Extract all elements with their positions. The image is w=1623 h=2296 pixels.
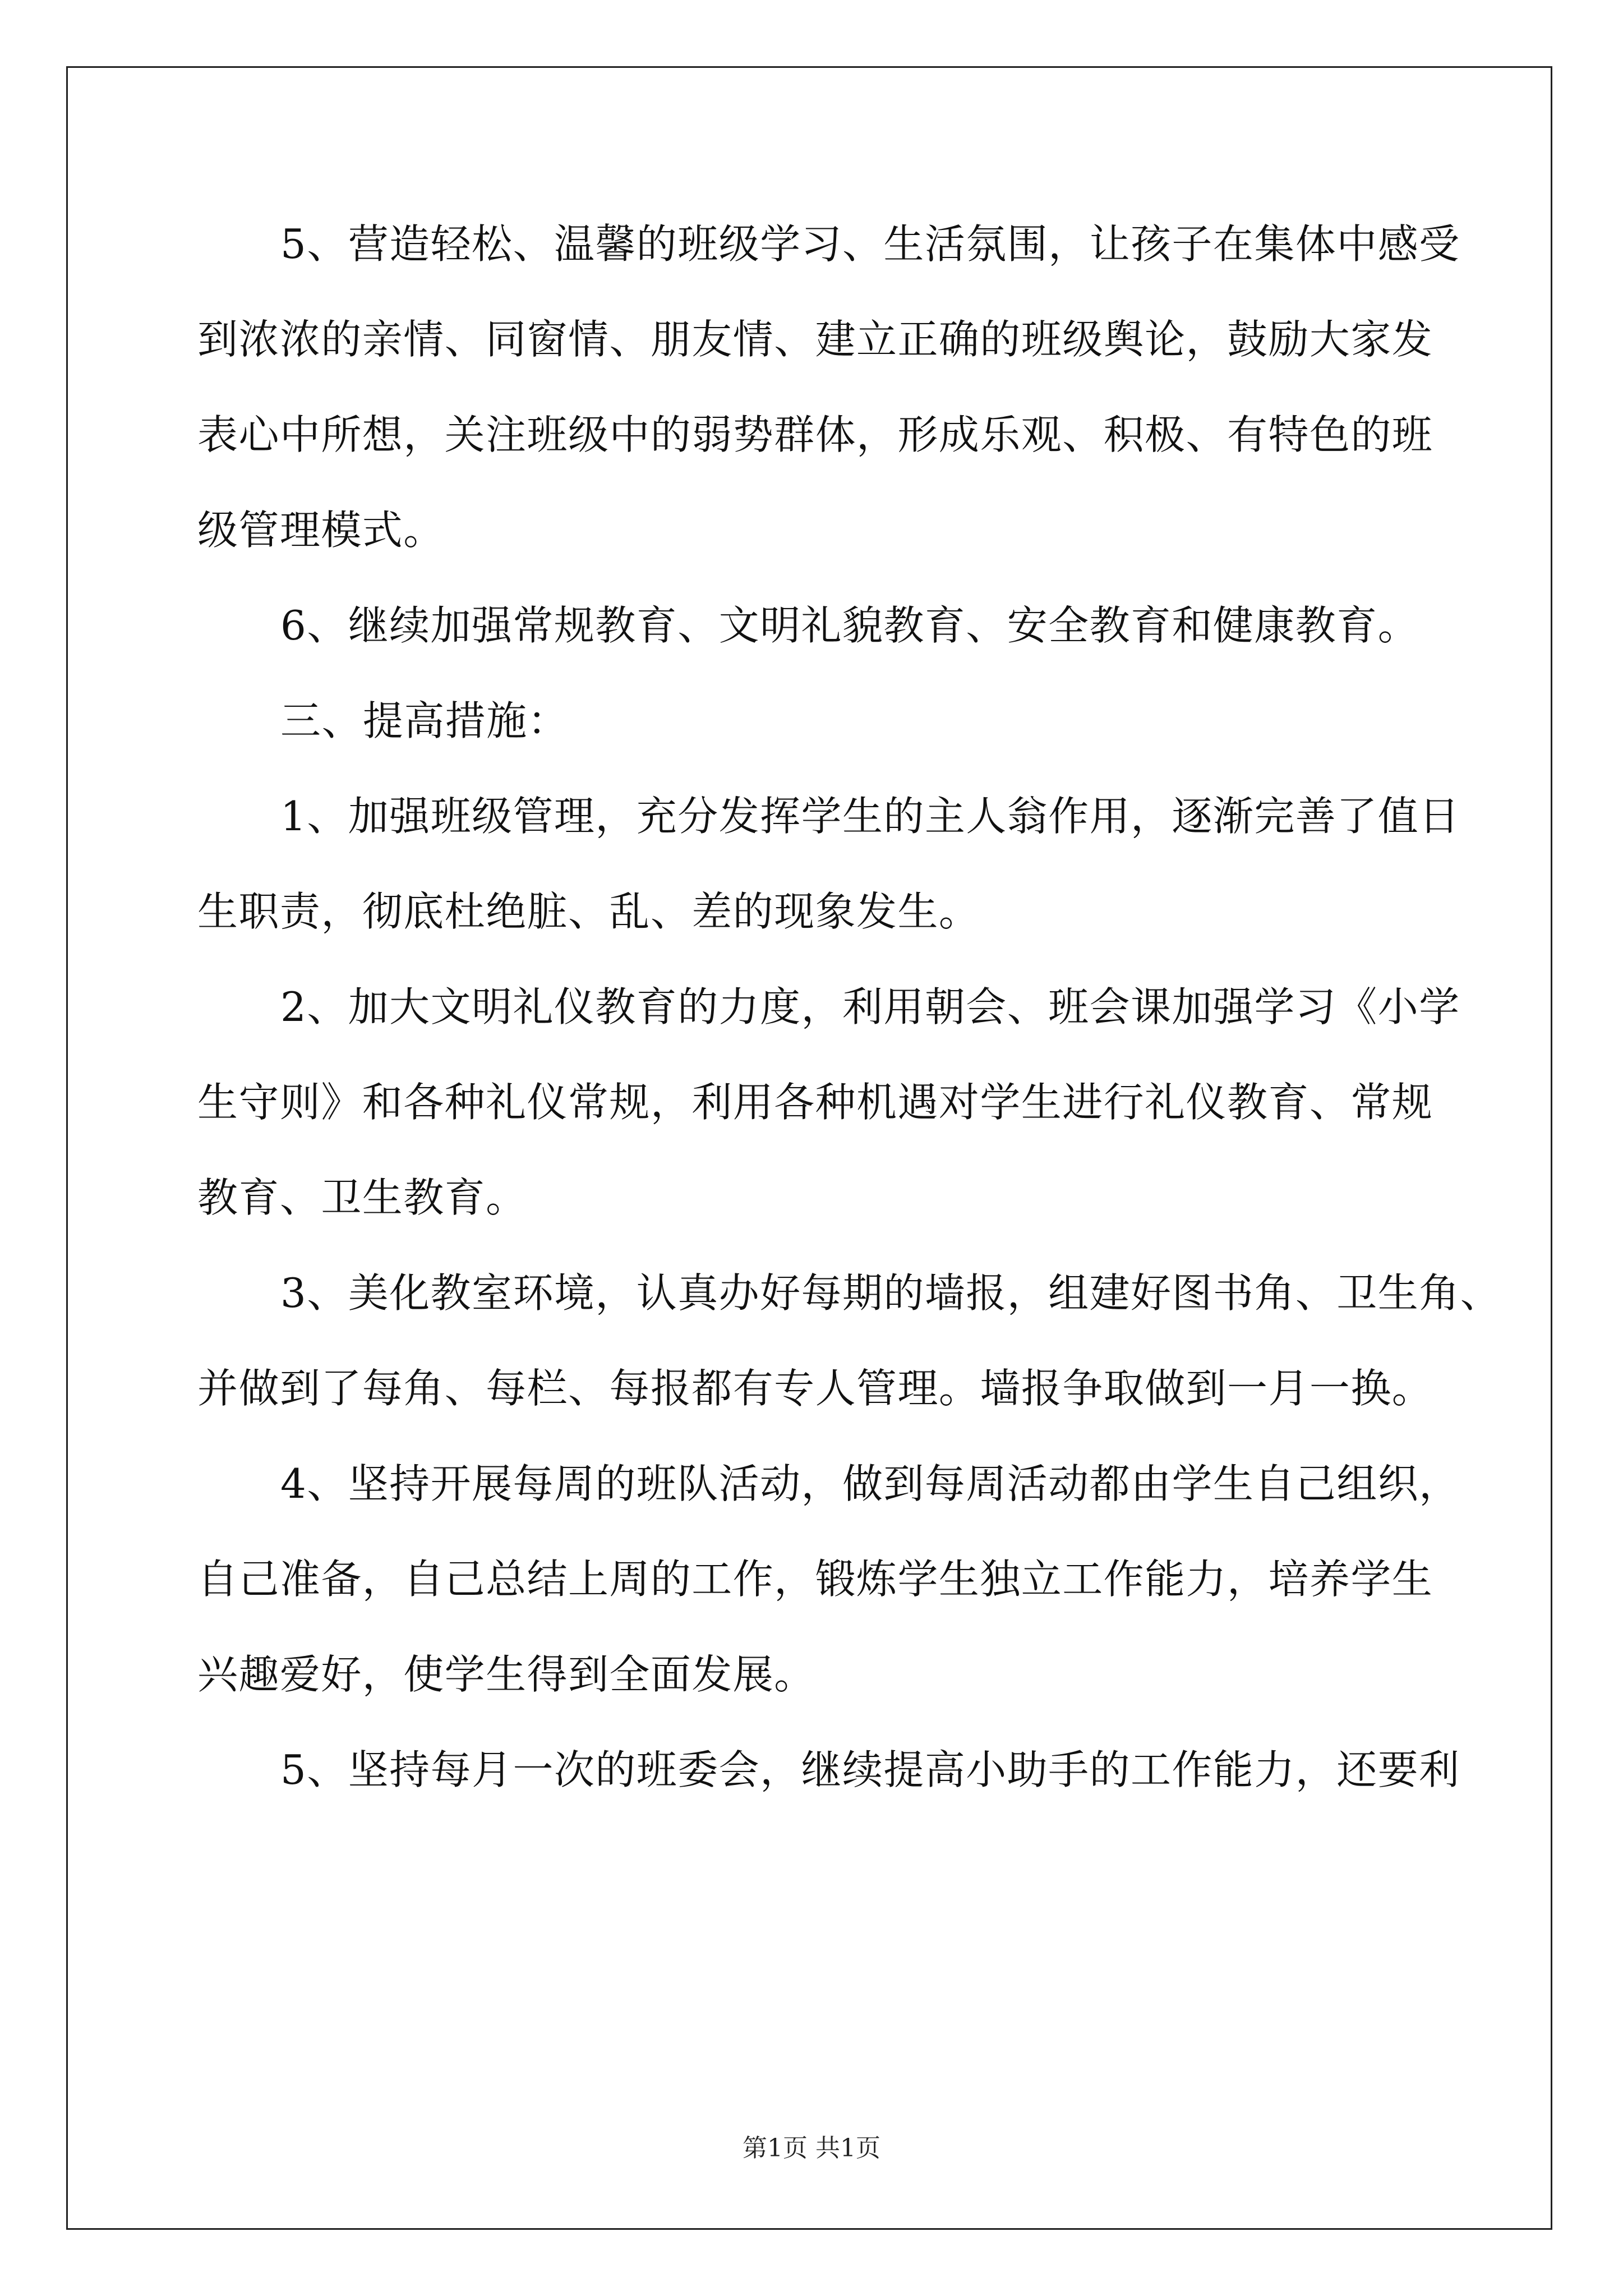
text-line-11: 教育、卫生教育。	[197, 1174, 527, 1221]
section-heading: 三、提高措施：	[280, 697, 569, 744]
page-number-label: 第1页 共1页	[743, 2134, 880, 2162]
text-line-13: 并做到了每角、每栏、每报都有专人管理。墙报争取做到一月一换。	[197, 1365, 1433, 1412]
text-line-2: 到浓浓的亲情、同窗情、朋友情、建立正确的班级舆论，鼓励大家发	[197, 316, 1433, 363]
text-line-12: 3、美化教室环境，认真办好每期的墙报，组建好图书角、卫生角、	[280, 1269, 1502, 1317]
text-line-3: 表心中所想，关注班级中的弱势群体，形成乐观、积极、有特色的班	[197, 411, 1433, 458]
text-line-17: 5、坚持每月一次的班委会，继续提高小助手的工作能力，还要利	[280, 1746, 1460, 1793]
text-line-1: 5、营造轻松、温馨的班级学习、生活氛围，让孩子在集体中感受	[280, 220, 1460, 268]
text-line-10: 生守则》和各种礼仪常规，利用各种机遇对学生进行礼仪教育、常规	[197, 1079, 1433, 1126]
text-line-14: 4、坚持开展每周的班队活动，做到每周活动都由学生自己组织，	[280, 1460, 1460, 1507]
page-footer	[0, 2132, 1623, 2165]
text-line-9: 2、加大文明礼仪教育的力度，利用朝会、班会课加强学习《小学	[280, 983, 1460, 1030]
text-line-4: 级管理模式。	[197, 507, 445, 554]
text-line-15: 自己准备，自己总结上周的工作，锻炼学生独立工作能力，培养学生	[197, 1556, 1433, 1603]
text-line-7: 1、加强班级管理，充分发挥学生的主人翁作用，逐渐完善了值日	[280, 793, 1460, 840]
text-line-8: 生职责，彻底杜绝脏、乱、差的现象发生。	[197, 888, 980, 935]
text-line-5: 6、继续加强常规教育、文明礼貌教育、安全教育和健康教育。	[280, 602, 1419, 649]
text-line-16: 兴趣爱好，使学生得到全面发展。	[197, 1651, 815, 1698]
page-border	[66, 66, 1552, 2230]
